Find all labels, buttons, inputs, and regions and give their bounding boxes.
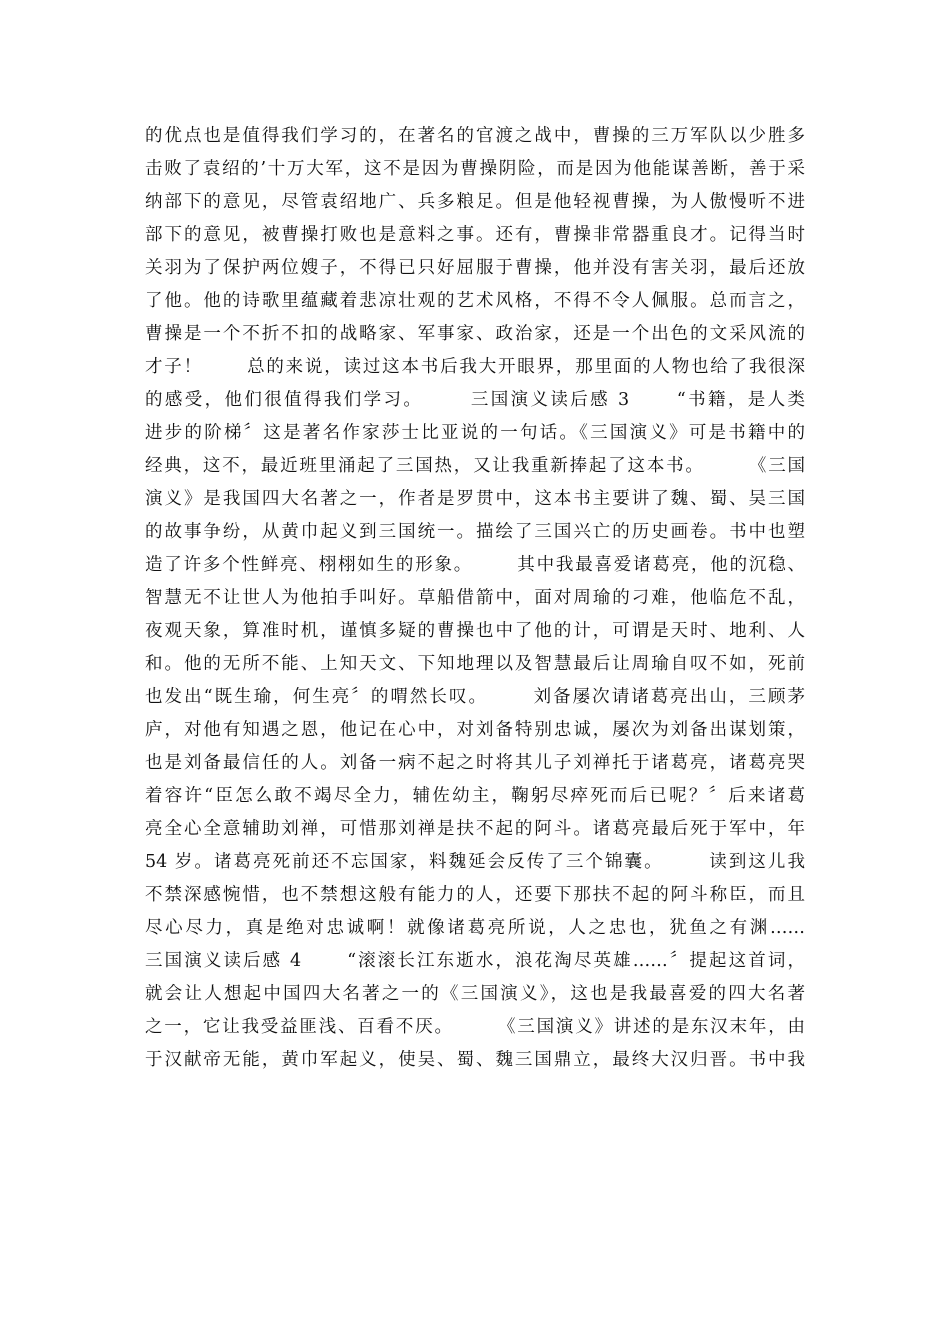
text-line: 也发出“既生瑜，何生亮〞的喟然长叹。 刘备屡次请诸葛亮出山，三顾茅 bbox=[145, 687, 805, 707]
text-line: 三国演义读后感 4 “滚滚长江东逝水，浪花淘尽英雄……〞提起这首词， bbox=[145, 951, 805, 971]
text-line: 击败了袁绍的’十万大军，这不是因为曹操阴险，而是因为他能谋善断，善于采 bbox=[145, 159, 805, 179]
text-line: 着容许“臣怎么敢不竭尽全力，辅佐幼主，鞠躬尽瘁死而后已呢？〞后来诸葛 bbox=[145, 786, 805, 806]
text-line: 就会让人想起中国四大名著之一的《三国演义》，这也是我最喜爱的四大名著 bbox=[145, 984, 805, 1004]
text-line: 演义》是我国四大名著之一，作者是罗贯中，这本书主要讲了魏、蜀、吴三国 bbox=[145, 489, 805, 509]
text-line: 的优点也是值得我们学习的，在著名的官渡之战中，曹操的三万军队以少胜多 bbox=[145, 126, 805, 146]
text-line: 于汉献帝无能，黄巾军起义，使吴、蜀、魏三国鼎立，最终大汉归晋。书中我 bbox=[145, 1050, 805, 1070]
text-line: 纳部下的意见，尽管袁绍地广、兵多粮足。但是他轻视曹操，为人傲慢听不进 bbox=[145, 192, 805, 212]
text-line: 和。他的无所不能、上知天文、下知地理以及智慧最后让周瑜自叹不如，死前 bbox=[145, 654, 805, 674]
text-line: 智慧无不让世人为他拍手叫好。草船借箭中，面对周瑜的刁难，他临危不乱， bbox=[145, 588, 805, 608]
text-line: 之一，它让我受益匪浅、百看不厌。 《三国演义》讲述的是东汉末年，由 bbox=[145, 1017, 805, 1037]
text-line: 庐，对他有知遇之恩，他记在心中，对刘备特别忠诚，屡次为刘备出谋划策， bbox=[145, 720, 805, 740]
text-line: 了他。他的诗歌里蕴藏着悲凉壮观的艺术风格，不得不令人佩服。总而言之， bbox=[145, 291, 805, 311]
text-line: 才子！ 总的来说，读过这本书后我大开眼界，那里面的人物也给了我很深 bbox=[145, 357, 805, 377]
body-text bbox=[145, 120, 805, 1077]
text-line: 部下的意见，被曹操打败也是意料之事。还有，曹操非常器重良才。记得当时 bbox=[145, 225, 805, 245]
text-line: 造了许多个性鲜亮、栩栩如生的形象。 其中我最喜爱诸葛亮，他的沉稳、 bbox=[145, 555, 805, 575]
text-line: 不禁深感惋惜，也不禁想这般有能力的人，还要下那扶不起的阿斗称臣，而且 bbox=[145, 885, 805, 905]
text-line: 54 岁。诸葛亮死前还不忘国家，料魏延会反传了三个锦囊。 读到这儿我 bbox=[145, 852, 805, 872]
text-line: 尽心尽力，真是绝对忠诚啊！就像诸葛亮所说，人之忠也，犹鱼之有渊…… bbox=[145, 918, 805, 938]
text-line: 亮全心全意辅助刘禅，可惜那刘禅是扶不起的阿斗。诸葛亮最后死于军中，年 bbox=[145, 819, 805, 839]
text-line: 关羽为了保护两位嫂子，不得已只好屈服于曹操，他并没有害关羽，最后还放 bbox=[145, 258, 805, 278]
text-line: 的故事争纷，从黄巾起义到三国统一。描绘了三国兴亡的历史画卷。书中也塑 bbox=[145, 522, 805, 542]
text-line: 的感受，他们很值得我们学习。 三国演义读后感 3 “书籍，是人类 bbox=[145, 390, 805, 410]
text-line: 曹操是一个不折不扣的战略家、军事家、政治家，还是一个出色的文采风流的 bbox=[145, 324, 805, 344]
text-line: 经典，这不，最近班里涌起了三国热，又让我重新捧起了这本书。 《三国 bbox=[145, 456, 805, 476]
text-line: 进步的阶梯〞这是著名作家莎士比亚说的一句话。《三国演义》可是书籍中的 bbox=[145, 423, 805, 443]
text-line: 也是刘备最信任的人。刘备一病不起之时将其儿子刘禅托于诸葛亮，诸葛亮哭 bbox=[145, 753, 805, 773]
text-line: 夜观天象，算准时机，谨慎多疑的曹操也中了他的计，可谓是天时、地利、人 bbox=[145, 621, 805, 641]
